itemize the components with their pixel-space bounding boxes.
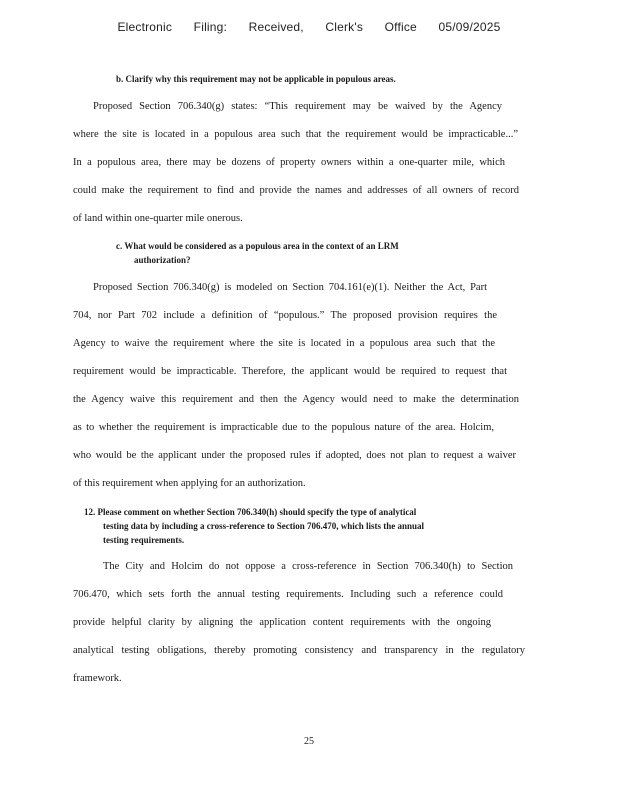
paragraph-line: who would be the applicant under the proposed rules if adopted, does not plan to request a waiver	[73, 450, 516, 461]
paragraph-line: 704, nor Part 702 include a definition of “populous.” The proposed provision requires the	[73, 310, 497, 321]
header-word: Office	[384, 20, 417, 34]
section-c-heading-cont: authorization?	[134, 255, 191, 265]
header-date: 05/09/2025	[438, 20, 501, 34]
paragraph-line: analytical testing obligations, thereby promoting consistency and transparency in the regulatory	[73, 645, 525, 656]
paragraph-line: where the site is located in a populous area such that the requirement would be impracticable...”	[73, 129, 518, 140]
paragraph-line: 706.470, which sets forth the annual testing requirements. Including such a reference could	[73, 589, 503, 600]
paragraph-line: as to whether the requirement is impracticable due to the populous nature of the area. Holcim,	[73, 422, 494, 433]
paragraph-line: Agency to waive the requirement where the site is located in a populous area such that the	[73, 338, 495, 349]
paragraph-line: In a populous area, there may be dozens of property owners within a one-quarter mile, which	[73, 157, 505, 168]
filing-stamp-header	[0, 20, 618, 34]
header-word: Clerk's	[325, 20, 364, 34]
paragraph-line: of land within one-quarter mile onerous.	[73, 213, 243, 224]
section-b-heading: b. Clarify why this requirement may not be applicable in populous areas.	[116, 74, 396, 84]
header-word: Electronic	[117, 20, 173, 34]
question-12-heading-cont: testing requirements.	[103, 535, 185, 545]
paragraph-line: could make the requirement to find and provide the names and addresses of all owners of record	[73, 185, 519, 196]
header-word: Filing:	[193, 20, 228, 34]
question-12-heading: 12. Please comment on whether Section 706.340(h) should specify the type of analytical	[84, 507, 417, 517]
paragraph-line: Proposed Section 706.340(g) is modeled on Section 704.161(e)(1). Neither the Act, Part	[93, 282, 487, 293]
paragraph-line: requirement would be impracticable. Therefore, the applicant would be required to request that	[73, 366, 507, 377]
paragraph-line: of this requirement when applying for an authorization.	[73, 478, 306, 489]
paragraph-line: framework.	[73, 673, 122, 684]
page-number: 25	[304, 736, 314, 747]
paragraph-line: provide helpful clarity by aligning the application content requirements with the ongoing	[73, 617, 491, 628]
paragraph-line: The City and Holcim do not oppose a cross-reference in Section 706.340(h) to Section	[103, 561, 513, 572]
header-word: Received,	[248, 20, 304, 34]
paragraph-line: the Agency waive this requirement and then the Agency would need to make the determination	[73, 394, 519, 405]
question-12-heading-cont: testing data by including a cross-reference to Section 706.470, which lists the annual	[103, 521, 425, 531]
section-c-heading: c. What would be considered as a populous area in the context of an LRM	[116, 241, 399, 251]
paragraph-line: Proposed Section 706.340(g) states: “This requirement may be waived by the Agency	[93, 101, 502, 112]
